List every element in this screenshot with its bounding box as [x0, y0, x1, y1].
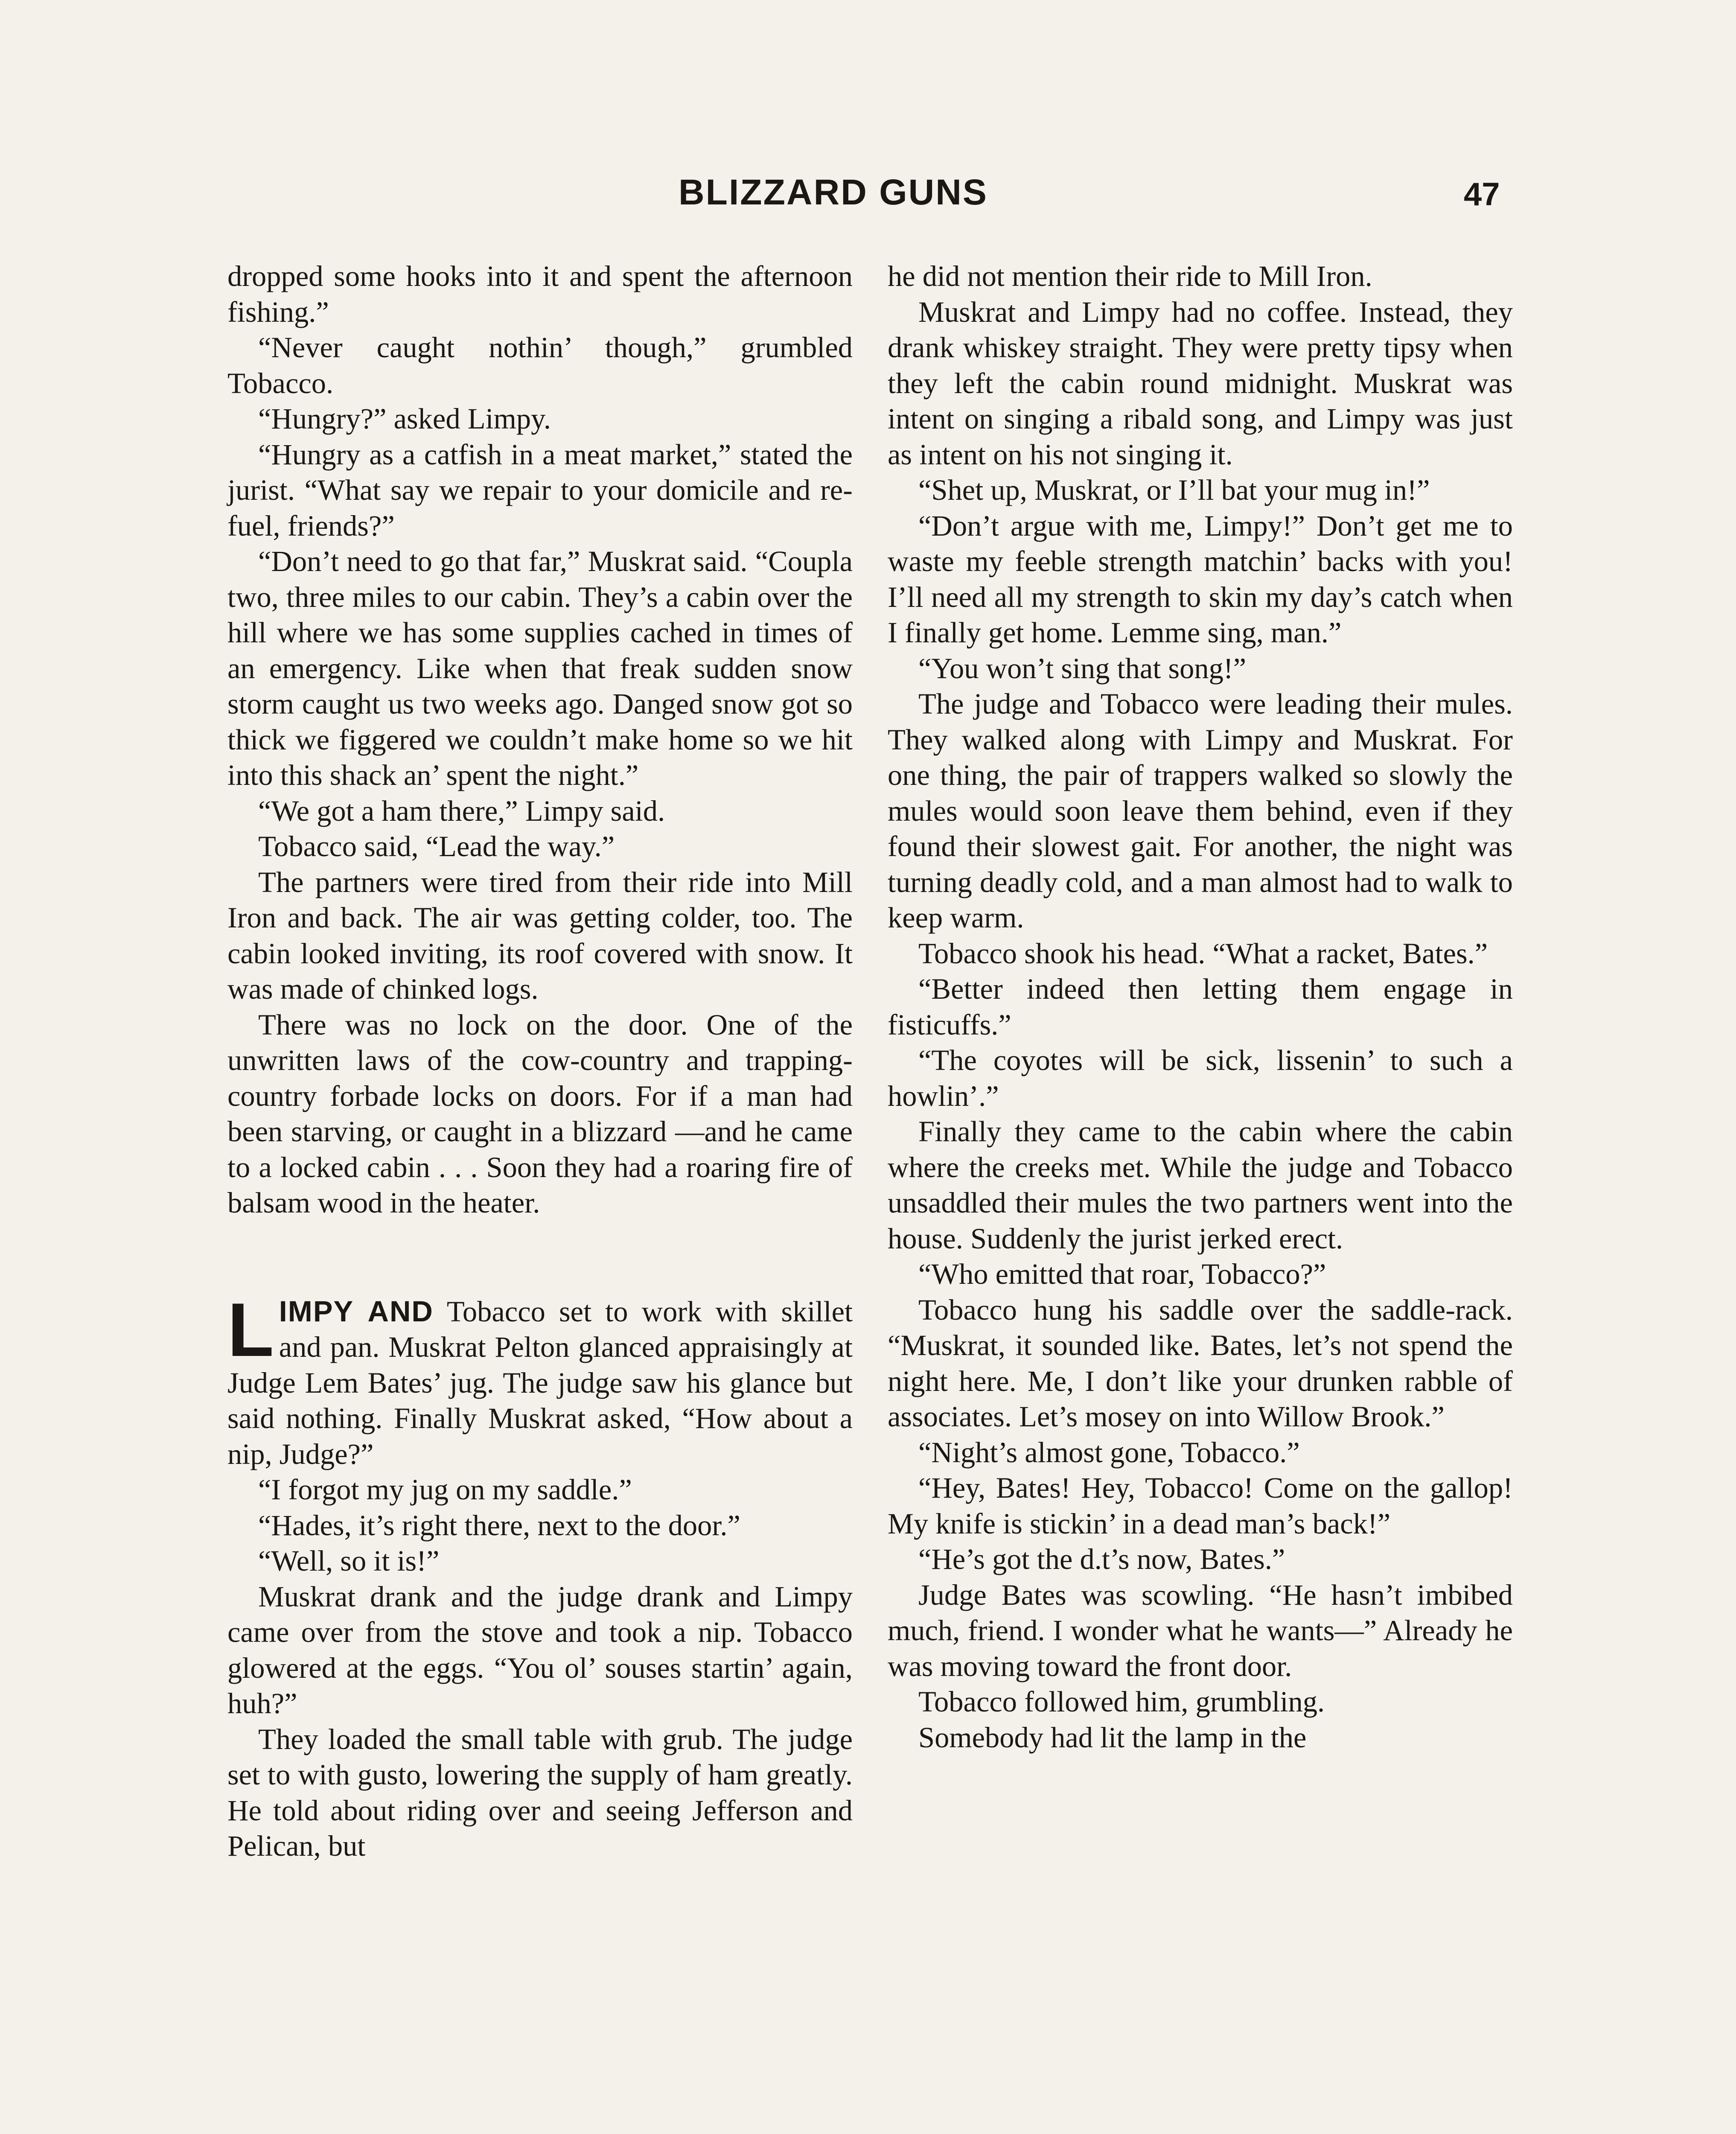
- paragraph: he did not mention their ride to Mill Iron.: [888, 260, 1372, 292]
- paragraph: “We got a ham there,” Limpy said.: [258, 794, 665, 827]
- paragraph: Tobacco said, “Lead the way.”: [258, 830, 615, 863]
- drop-cap: L: [227, 1287, 274, 1372]
- paragraph: “He’s got the d.t’s now, Bates.”: [918, 1543, 1285, 1575]
- page-number: 47: [1464, 176, 1500, 213]
- paragraph: “Who emitted that roar, Tobacco?”: [918, 1258, 1326, 1290]
- paragraph: Judge Bates was scowling. “He hasn’t imbibed much, friend. I wonder what he wants—” Already he was moving toward the front door.: [888, 1578, 1513, 1682]
- paragraph: “Better indeed then letting them engage in fisticuffs.”: [888, 973, 1513, 1041]
- paragraph: Tobacco followed him, grumbling.: [918, 1685, 1325, 1718]
- paragraph: Muskrat drank and the judge drank and Limpy came over from the stove and took a nip. Tobacco glowered at the eggs. “You ol’ souses startin’ again, huh?”: [227, 1580, 853, 1720]
- paragraph: “Hungry?” asked Limpy.: [258, 402, 551, 435]
- paragraph: “Hungry as a catfish in a meat market,” stated the jurist. “What say we repair to your domicile and re-fuel, friends?”: [227, 438, 853, 542]
- paragraph: Tobacco shook his head. “What a racket, Bates.”: [918, 937, 1488, 970]
- paragraph: There was no lock on the door. One of the unwritten laws of the cow-country and trapping-country forbade locks on doors. For if a man had been starving, or caught in a blizzard —and he came to a locked cabin . . . Soon they had a roaring fire of balsam wood in the heater.: [227, 1008, 853, 1219]
- paragraph: Muskrat and Limpy had no coffee. Instead, they drank whiskey straight. They were pretty tipsy when they left the cabin round midnight. Muskrat was intent on singing a ribald song, and Limpy was just as intent on his not singing it.: [888, 295, 1513, 471]
- paragraph: Finally they came to the cabin where the cabin where the creeks met. While the judge and Tobacco unsaddled their mules the two partners went into the house. Suddenly the jurist jerked erect.: [888, 1115, 1513, 1255]
- paragraph: “I forgot my jug on my saddle.”: [258, 1473, 632, 1506]
- paragraph: They loaded the small table with grub. The judge set to with gusto, lowering the supply of ham greatly. He told about riding over and seeing Jefferson and Pelican, but: [227, 1723, 853, 1862]
- paragraph: dropped some hooks into it and spent the afternoon fishing.”: [227, 260, 853, 328]
- paragraph: “Don’t argue with me, Limpy!” Don’t get me to waste my feeble strength matchin’ backs with you! I’ll need all my strength to skin my day’s catch when I finally get home. Lemme sing, man.”: [888, 509, 1513, 649]
- paragraph: “Don’t need to go that far,” Muskrat said. “Coupla two, three miles to our cabin. They’s a cabin over the hill where we has some supplies cached in times of an emergency. Like when that freak sudden snow storm caught us two weeks ago. Danged snow got so thick we figgered we couldn’t make home so we hit into this shack an’ spent the night.”: [227, 545, 853, 791]
- paragraph: The judge and Tobacco were leading their mules. They walked along with Limpy and Muskrat. For one thing, the pair of trappers walked so slowly the mules would soon leave them behind, even if they found their slowest gait. For another, the night was turning deadly cold, and a man almost had to walk to keep warm.: [888, 688, 1513, 934]
- paragraph: “Hey, Bates! Hey, Tobacco! Come on the gallop! My knife is stickin’ in a dead man’s back!”: [888, 1472, 1513, 1540]
- paragraph: “You won’t sing that song!”: [918, 652, 1247, 685]
- paragraph: “Never caught nothin’ though,” grumbled Tobacco.: [227, 331, 853, 399]
- paragraph: “The coyotes will be sick, lissenin’ to such a howlin’.”: [888, 1044, 1513, 1112]
- paragraph: “Hades, it’s right there, next to the door.”: [258, 1509, 740, 1542]
- paragraph: “Shet up, Muskrat, or I’ll bat your mug in!”: [918, 474, 1430, 506]
- running-title: BLIZZARD GUNS: [679, 172, 988, 212]
- right-column: [888, 259, 1513, 1755]
- paragraph: “Night’s almost gone, Tobacco.”: [918, 1436, 1300, 1469]
- paragraph: The partners were tired from their ride into Mill Iron and back. The air was getting colder, too. The cabin looked inviting, its roof covered with snow. It was made of chinked logs.: [227, 866, 853, 1005]
- paragraph: “Well, so it is!”: [258, 1545, 440, 1577]
- lead-in-caps: IMPY AND: [279, 1294, 434, 1328]
- paragraph: Tobacco hung his saddle over the saddle-rack. “Muskrat, it sounded like. Bates, let’s not spend the night here. Me, I don’t like your drunken rabble of associates. Let’s mosey on into Willow Brook.”: [888, 1293, 1513, 1433]
- paragraph: Somebody had lit the lamp in the: [918, 1721, 1307, 1754]
- left-column: [227, 259, 853, 1864]
- section-opening-paragraph: [227, 1287, 853, 1472]
- opening-paragraph-text: Tobacco set to work with skillet and pan. Muskrat Pelton glanced appraisingly at Judge Lem Bates’ jug. The judge saw his glance but said nothing. Finally Muskrat asked, “How about a nip, Judge?”: [227, 1295, 853, 1470]
